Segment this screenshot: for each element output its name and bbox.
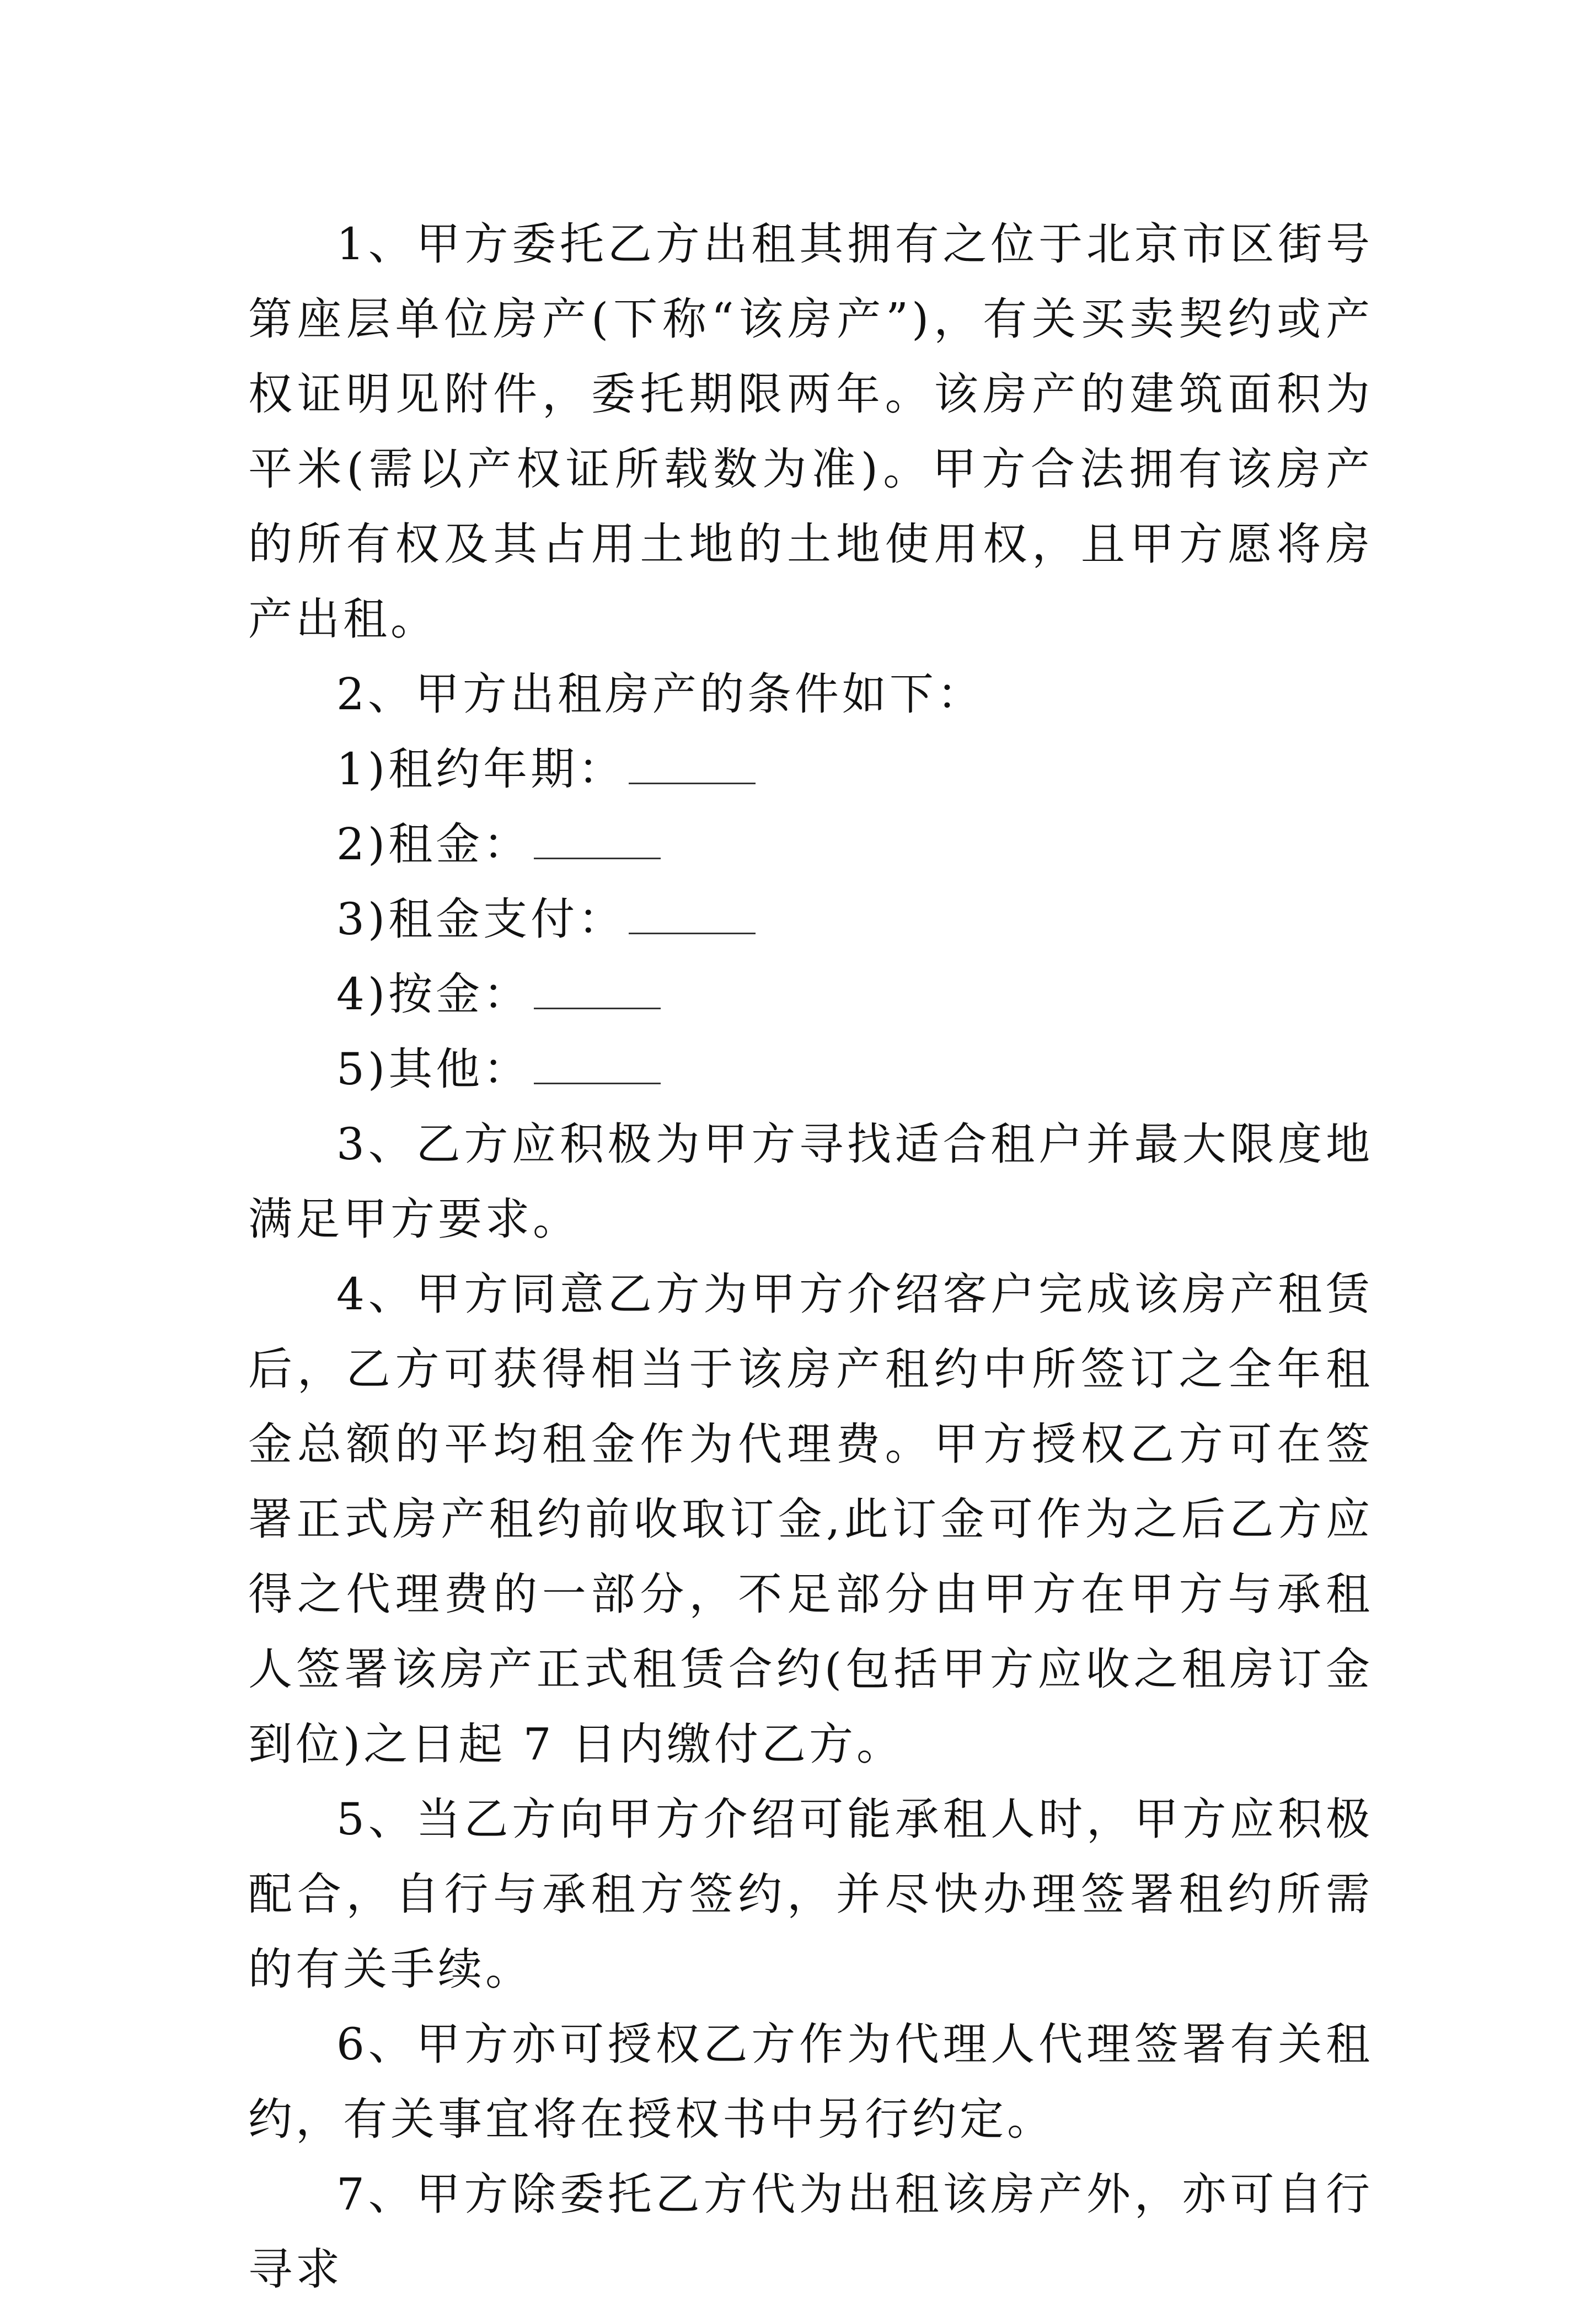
condition-label: 3)租金支付： [336, 893, 626, 945]
fill-in-blank [534, 816, 661, 859]
fill-in-blank [534, 1041, 661, 1084]
condition-other [248, 1032, 1373, 1107]
fill-in-blank [534, 966, 661, 1009]
condition-label: 4)按金： [336, 968, 531, 1020]
document-body [248, 207, 1373, 2307]
fill-in-blank [629, 891, 756, 934]
clause-3: 3、乙方应积极为甲方寻找适合租户并最大限度地满足甲方要求。 [248, 1118, 1373, 1245]
condition-term [248, 732, 1373, 807]
condition-label: 1)租约年期： [336, 743, 626, 795]
clause-6: 6、甲方亦可授权乙方作为代理人代理签署有关租约，有关事宜将在授权书中另行约定。 [248, 2019, 1373, 2145]
condition-label: 5)其他： [336, 1043, 531, 1095]
condition-label: 2)租金： [336, 818, 531, 870]
fill-in-blank [629, 741, 756, 784]
clause-4: 4、甲方同意乙方为甲方介绍客户完成该房产租赁后，乙方可获得相当于该房产租约中所签订之全年租金总额的平均租金作为代理费。甲方授权乙方可在签署正式房产租约前收取订金,此订金可作为之后乙方应得之代理费的一部分，不足部分由甲方在甲方与承租人签署该房产正式租赁合约(包括甲方应收之租房订金到位)之日起 7 日内缴付乙方。 [248, 1268, 1373, 1770]
clause-2: 2、甲方出租房产的条件如下： [336, 668, 984, 720]
clause-5: 5、当乙方向甲方介绍可能承租人时，甲方应积极配合，自行与承租方签约，并尽快办理签署租约所需的有关手续。 [248, 1794, 1373, 1995]
condition-rent-payment [248, 882, 1373, 957]
clause-1: 1、甲方委托乙方出租其拥有之位于北京市区街号第座层单位房产(下称“该房产”)，有关买卖契约或产权证明见附件，委托期限两年。该房产的建筑面积为平米(需以产权证所载数为准)。甲方合法拥有该房产的所有权及其占用土地的土地使用权，且甲方愿将房产出租。 [248, 218, 1373, 645]
condition-rent [248, 807, 1373, 882]
clause-7: 7、甲方除委托乙方代为出租该房产外，亦可自行寻求 [248, 2169, 1373, 2295]
condition-deposit [248, 957, 1373, 1032]
